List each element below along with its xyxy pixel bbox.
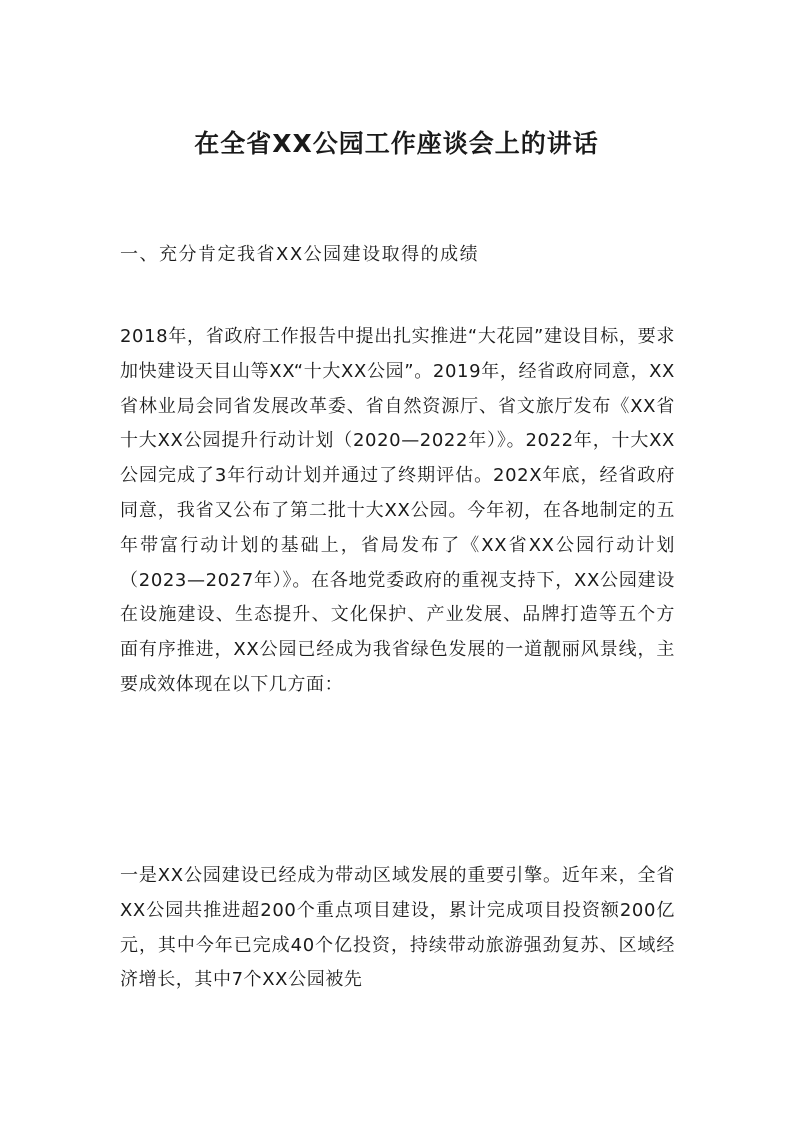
- section-heading: 一、充分肯定我省XX公园建设取得的成绩: [120, 244, 480, 265]
- body-paragraph-1: 2018年，省政府工作报告中提出扎实推进“大花园”建设目标，要求加快建设天目山等XX“十大XX公园”。2019年，经省政府同意，XX省林业局会同省发展改革委、省自然资源厅、省文旅厅发布《XX省十大XX公园提升行动计划（2020—2022年）》。2022年，十大XX公园完成了3年行动计划并通过了终期评估。202X年底，经省政府同意，我省又公布了第二批十大XX公园。今年初，在各地制定的五年带富行动计划的基础上，省局发布了《XX省XX公园行动计划（2023—2027年）》。在各地党委政府的重视支持下，XX公园建设在设施建设、生态提升、文化保护、产业发展、品牌打造等五个方面有序推进，XX公园已经成为我省绿色发展的一道靓丽风景线，主要成效体现在以下几方面：: [120, 326, 675, 695]
- body-paragraph-2: 一是XX公园建设已经成为带动区域发展的重要引擎。近年来，全省XX公园共推进超200个重点项目建设，累计完成项目投资额200亿元，其中今年已完成40个亿投资，持续带动旅游强劲复苏、区域经济增长，其中7个XX公园被先: [120, 865, 675, 991]
- document-title: 在全省XX公园工作座谈会上的讲话: [194, 129, 599, 158]
